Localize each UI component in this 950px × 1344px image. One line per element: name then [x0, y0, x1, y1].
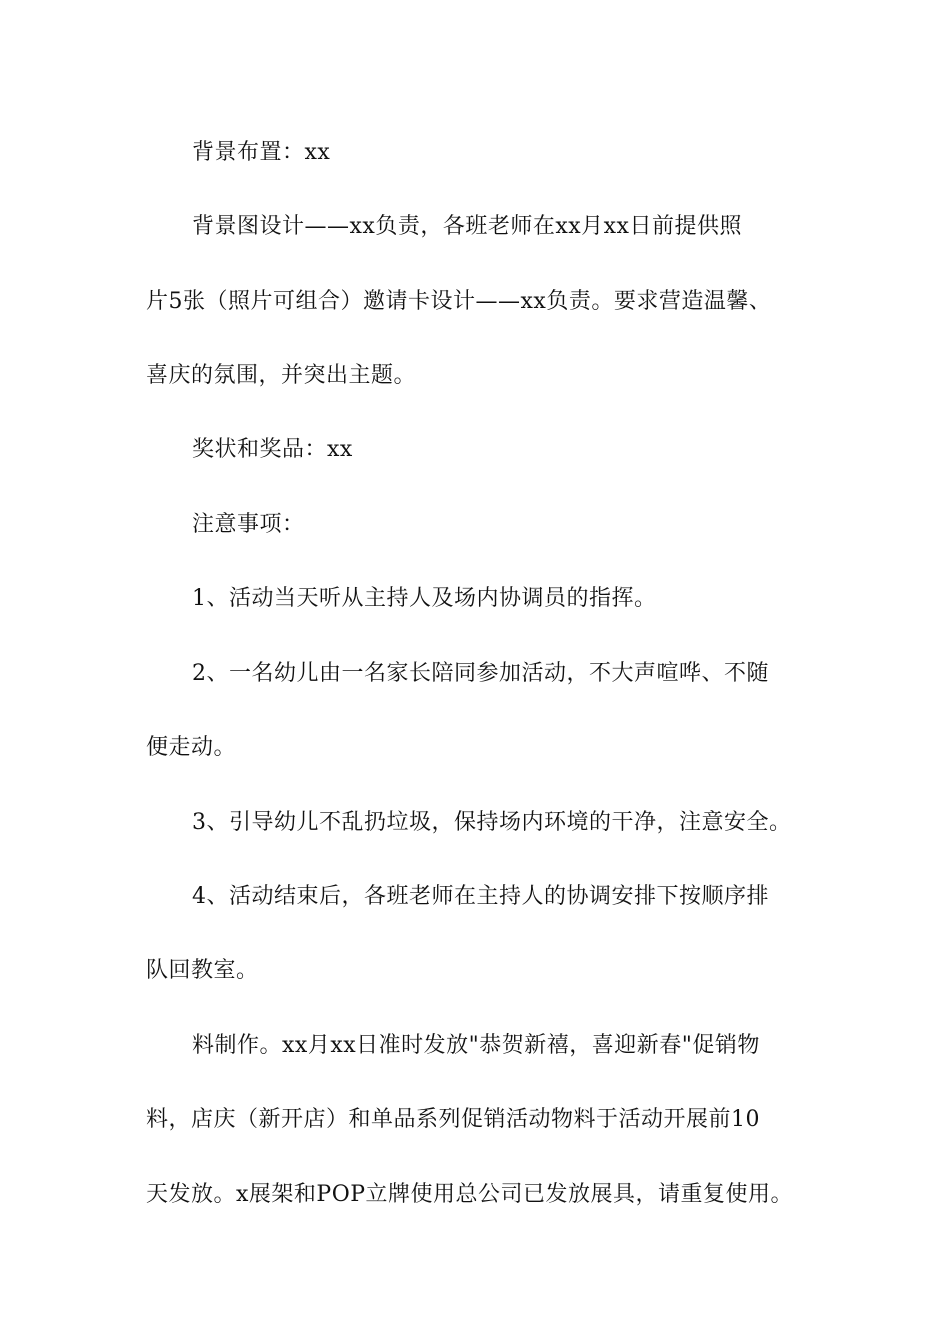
note-item-3: 3、引导幼儿不乱扔垃圾，保持场内环境的干净，注意安全。	[192, 810, 792, 835]
paragraph-line: 喜庆的氛围，并突出主题。	[146, 363, 417, 388]
paragraph-line: 料，店庆（新开店）和单品系列促销活动物料于活动开展前10	[146, 1107, 760, 1132]
note-item-1: 1、活动当天听从主持人及场内协调员的指挥。	[192, 586, 657, 611]
materials-line: 料制作。xx月xx日准时发放"恭贺新禧，喜迎新春"促销物	[192, 1033, 760, 1058]
note-item-4: 4、活动结束后，各班老师在主持人的协调安排下按顺序排	[192, 884, 769, 909]
note-item-2: 2、一名幼儿由一名家长陪同参加活动，不大声喧哗、不随	[192, 661, 769, 686]
awards-line: 奖状和奖品：xx	[192, 437, 353, 462]
paragraph-line: 天发放。x展架和POP立牌使用总公司已发放展具，请重复使用。	[146, 1182, 794, 1207]
paragraph-line: 背景图设计——xx负责，各班老师在xx月xx日前提供照	[192, 214, 742, 239]
note-item-4-cont: 队回教室。	[146, 958, 259, 983]
note-item-2-cont: 便走动。	[146, 735, 237, 760]
paragraph-line: 片5张（照片可组合）邀请卡设计——xx负责。要求营造温馨、	[146, 289, 772, 314]
notes-heading: 注意事项：	[192, 512, 305, 537]
background-setup-line: 背景布置：xx	[192, 140, 331, 165]
